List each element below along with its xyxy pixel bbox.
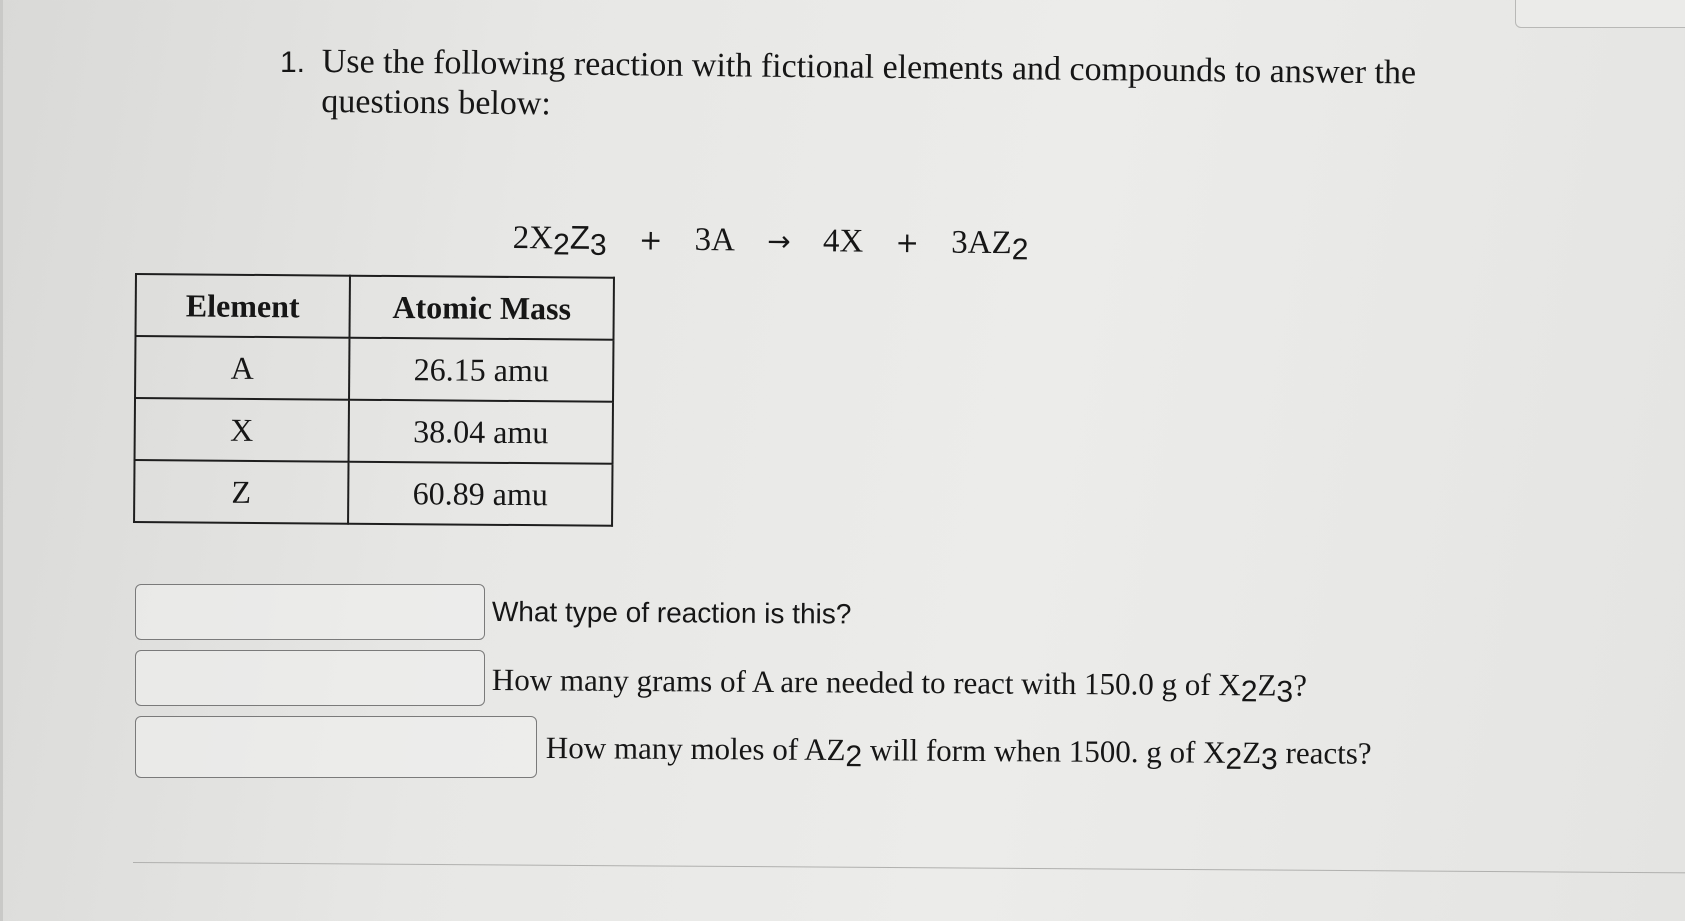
q2-text-z: Z <box>1257 667 1277 703</box>
bottom-divider <box>133 862 1685 873</box>
reactant-subscript-z: 3 <box>589 228 607 262</box>
q3-text-start: How many moles of AZ <box>545 730 846 768</box>
reactant-coefficient: 2 <box>512 219 530 257</box>
page-left-edge <box>0 0 3 921</box>
table-header-row <box>136 274 614 340</box>
q2-text-end: ? <box>1293 667 1308 703</box>
question-moles-az2 <box>545 730 1372 777</box>
answer-box-reaction-type[interactable] <box>135 584 485 640</box>
table-row <box>135 336 613 402</box>
reactant-subscript-x: 2 <box>552 228 570 262</box>
product-az2 <box>951 224 1029 267</box>
reaction-arrow-icon: → <box>767 224 791 258</box>
plus-sign-2: + <box>895 226 920 260</box>
mass-cell: 26.15 amu <box>349 338 613 402</box>
reactant-x2z3 <box>512 218 607 262</box>
atomic-mass-table <box>133 273 615 527</box>
q2-subscript-x: 2 <box>1240 675 1258 709</box>
q3-text-middle: will form when 1500. g of X <box>862 732 1226 770</box>
answer-box-moles-az2[interactable] <box>135 716 537 778</box>
q3-subscript-z: 3 <box>1260 742 1278 777</box>
product-az-main: 3AZ <box>951 224 1012 262</box>
element-cell: X <box>135 398 349 462</box>
answer-box-grams-a[interactable] <box>135 650 485 706</box>
question-prompt: Use the following reaction with fictional elements and compounds to answer the questions below: <box>321 42 1417 123</box>
q3-subscript-az: 2 <box>845 740 863 774</box>
table-row <box>135 398 613 464</box>
mass-cell: 60.89 amu <box>348 462 612 526</box>
reactant-a: 3A <box>694 221 736 259</box>
header-atomic-mass: Atomic Mass <box>349 276 613 340</box>
q3-text-z: Z <box>1242 734 1262 770</box>
question-number: 1. <box>280 46 306 79</box>
question-reaction-type: What type of reaction is this? <box>491 596 852 630</box>
header-element: Element <box>136 274 350 338</box>
q3-subscript-x: 2 <box>1225 742 1243 776</box>
chemical-equation <box>512 218 1029 267</box>
element-cell: Z <box>134 460 348 524</box>
q2-subscript-z: 3 <box>1276 675 1294 709</box>
product-az-subscript: 2 <box>1011 233 1029 267</box>
top-right-answer-box[interactable] <box>1515 0 1685 28</box>
q2-text-start: How many grams of A are needed to react with 150.0 g of X <box>491 662 1241 703</box>
element-cell: A <box>135 336 349 400</box>
question-grams-a <box>491 662 1308 709</box>
q3-text-end: reacts? <box>1277 735 1372 771</box>
mass-cell: 38.04 amu <box>349 400 613 464</box>
reactant-element-x: X <box>529 220 554 257</box>
reactant-element-z: Z <box>569 218 591 256</box>
table-row <box>134 460 612 526</box>
plus-sign-1: + <box>638 223 663 257</box>
product-x: 4X <box>822 223 864 260</box>
